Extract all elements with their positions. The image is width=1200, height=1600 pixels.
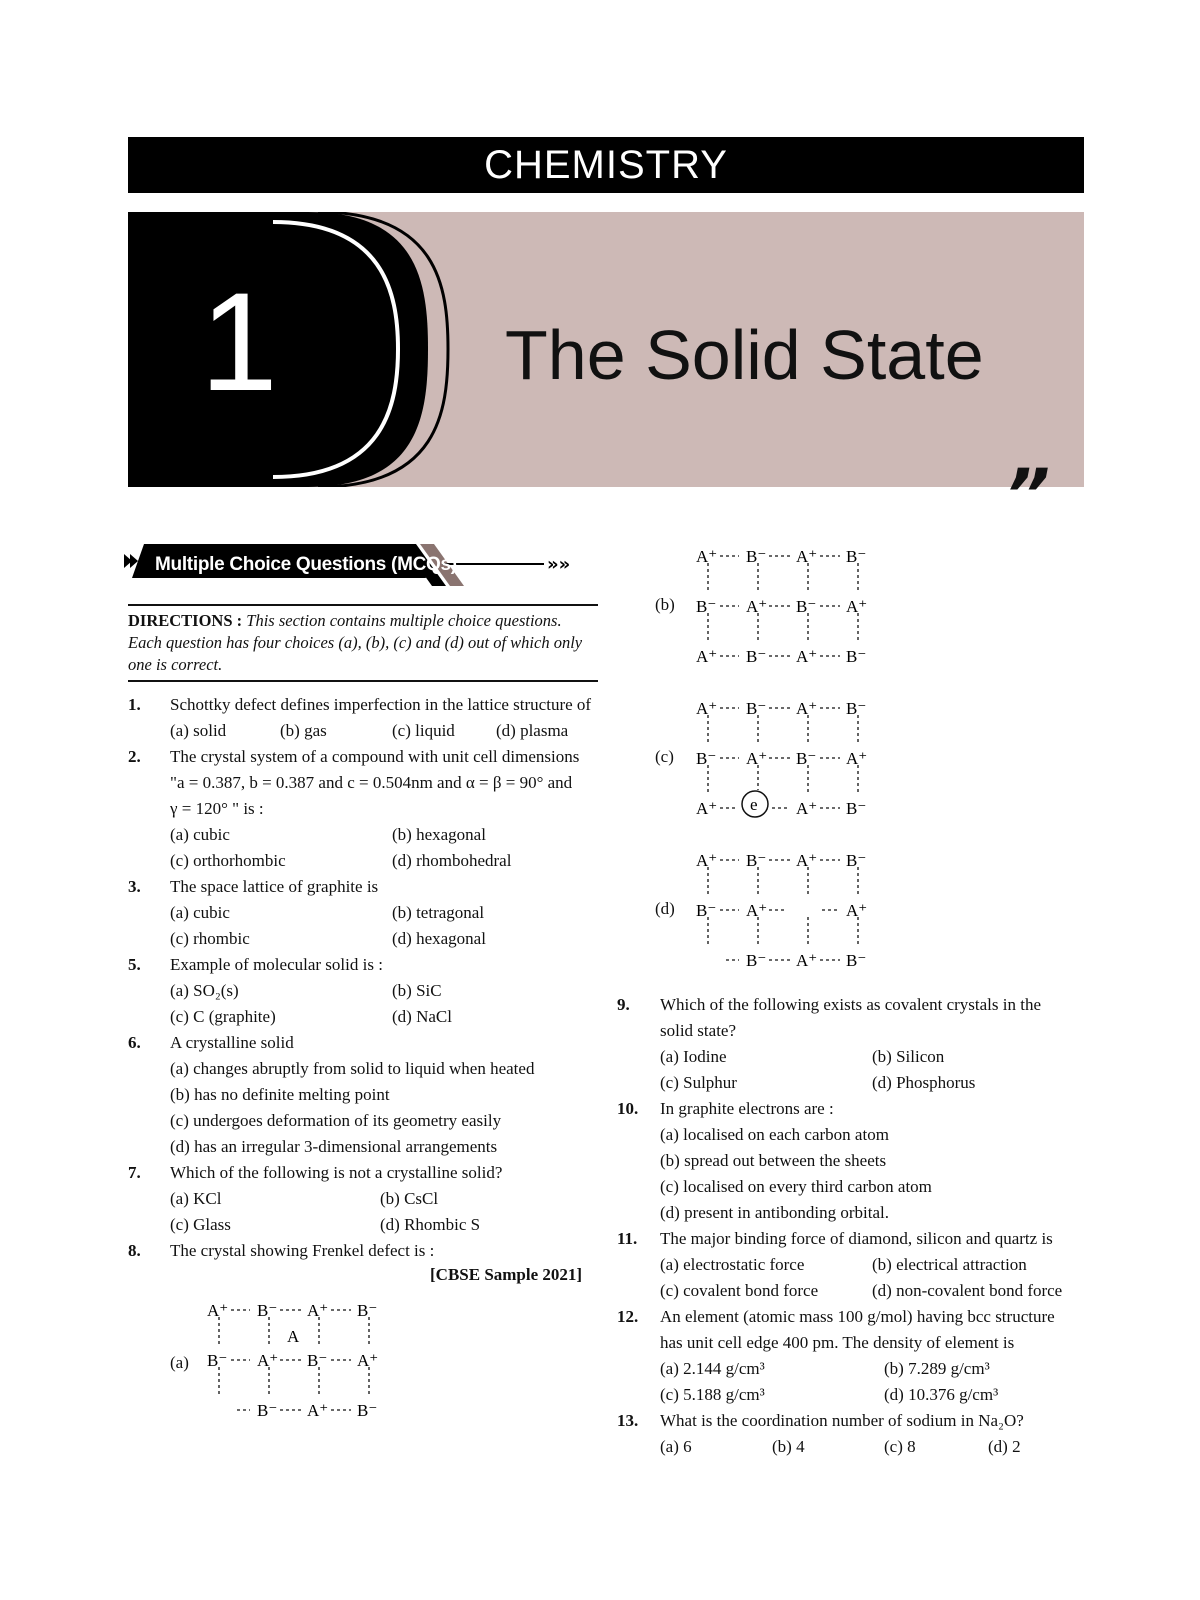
option: (a) solid	[170, 721, 227, 740]
question-number: 1.	[128, 695, 141, 714]
question-number: 12.	[617, 1307, 639, 1326]
question-text: "a = 0.387, b = 0.387 and c = 0.504nm and α = β = 90° and	[170, 773, 573, 792]
option: (d) NaCl	[392, 1007, 452, 1026]
cation-label: A⁺	[846, 901, 868, 920]
option: (b) has no definite melting point	[170, 1085, 390, 1104]
cation-label: A⁺	[746, 749, 768, 768]
divider	[128, 604, 598, 606]
question-text: solid state?	[660, 1021, 737, 1040]
interstitial-label: A	[287, 1327, 300, 1346]
anion-label: B⁻	[746, 547, 767, 566]
anion-label: B⁻	[796, 749, 817, 768]
cation-label: A⁺	[746, 901, 768, 920]
option: (d) Rhombic S	[380, 1215, 481, 1234]
option: (d) Phosphorus	[872, 1073, 976, 1092]
chapter-number: 1	[200, 263, 278, 420]
cation-label: A⁺	[257, 1351, 279, 1370]
option: (d) plasma	[496, 721, 569, 740]
anion-label: B⁻	[257, 1301, 278, 1320]
option: (b) spread out between the sheets	[660, 1151, 887, 1170]
svg-text:»»: »»	[547, 554, 571, 575]
anion-label: B⁻	[846, 699, 867, 718]
option: (c) C (graphite)	[170, 1007, 276, 1026]
option: (a) KCl	[170, 1189, 222, 1208]
question-text: What is the coordination number of sodium in Na₂O?	[660, 1411, 1024, 1430]
option: (a) Iodine	[660, 1047, 727, 1066]
cation-label: A⁺	[207, 1301, 229, 1320]
anion-label: B⁻	[746, 951, 767, 970]
option: (c) localised on every third carbon atom	[660, 1177, 932, 1196]
option: (c) Glass	[170, 1215, 231, 1234]
cation-label: A⁺	[796, 851, 818, 870]
question-number: 11.	[617, 1229, 638, 1248]
option-label: (b)	[655, 595, 675, 614]
source-tag: [CBSE Sample 2021]	[430, 1265, 583, 1284]
question-text: The crystal showing Frenkel defect is :	[170, 1241, 435, 1260]
option: (c) covalent bond force	[660, 1281, 819, 1300]
directions-text: This section contains multiple choice questions. Each question has four choices (a), (b), (c) and (d) out of which only one is correct.	[128, 611, 583, 674]
question-text: An element (atomic mass 100 g/mol) having bcc structure	[660, 1307, 1055, 1326]
anion-label: B⁻	[846, 647, 867, 666]
question-number: 13.	[617, 1411, 639, 1430]
option: (d) non-covalent bond force	[872, 1281, 1063, 1300]
question-text: A crystalline solid	[170, 1033, 294, 1052]
cation-label: A⁺	[357, 1351, 379, 1370]
question-text: Example of molecular solid is :	[170, 955, 383, 974]
option: (c) 8	[884, 1437, 916, 1456]
option: (b) 4	[772, 1437, 805, 1456]
divider	[128, 680, 598, 682]
lattice-diagram-b	[694, 538, 894, 678]
option: (a) cubic	[170, 825, 230, 844]
chapter-title: The Solid State	[505, 316, 984, 394]
anion-label: B⁻	[696, 749, 717, 768]
anion-label: B⁻	[357, 1401, 378, 1420]
option: (a) SO₂(s)	[170, 981, 239, 1000]
option: (a) localised on each carbon atom	[660, 1125, 889, 1144]
question-text: Which of the following exists as covalent crystals in the	[660, 995, 1041, 1014]
option: (d) 2	[988, 1437, 1021, 1456]
option: (b) electrical attraction	[872, 1255, 1027, 1274]
option: (a) 2.144 g/cm³	[660, 1359, 765, 1378]
question-text: γ = 120° " is :	[170, 799, 264, 818]
question-number: 5.	[128, 955, 141, 974]
question-number: 8.	[128, 1241, 141, 1260]
option: (d) has an irregular 3-dimensional arrangements	[170, 1137, 498, 1156]
option: (b) tetragonal	[392, 903, 485, 922]
question-number: 7.	[128, 1163, 141, 1182]
cation-label: A⁺	[307, 1301, 329, 1320]
question-text: Which of the following is not a crystalline solid?	[170, 1163, 503, 1182]
question-number: 2.	[128, 747, 141, 766]
cation-label: A⁺	[796, 951, 818, 970]
cation-label: A⁺	[696, 851, 718, 870]
option-label: (d)	[655, 899, 675, 918]
option-label: (a)	[170, 1353, 189, 1372]
cation-label: A⁺	[796, 699, 818, 718]
quote-mark-icon: ”	[1005, 454, 1051, 536]
question-text: The major binding force of diamond, silicon and quartz is	[660, 1229, 1053, 1248]
cation-label: A⁺	[796, 547, 818, 566]
cation-label: A⁺	[696, 547, 718, 566]
option: (b) gas	[280, 721, 327, 740]
question-text: In graphite electrons are :	[660, 1099, 834, 1118]
question-text: The space lattice of graphite is	[170, 877, 379, 896]
anion-label: B⁻	[207, 1351, 228, 1370]
option: (a) 6	[660, 1437, 692, 1456]
anion-label: B⁻	[746, 851, 767, 870]
lattice-diagram-d	[694, 842, 894, 982]
anion-label: B⁻	[746, 647, 767, 666]
option: (b) 7.289 g/cm³	[884, 1359, 990, 1378]
option: (d) present in antibonding orbital.	[660, 1203, 889, 1222]
directions-lead: DIRECTIONS :	[128, 611, 243, 630]
option: (c) orthorhombic	[170, 851, 286, 870]
question-number: 6.	[128, 1033, 141, 1052]
question-text: The crystal system of a compound with unit cell dimensions	[170, 747, 580, 766]
lattice-diagram-a	[205, 1292, 405, 1432]
question-text: Schottky defect defines imperfection in the lattice structure of	[170, 695, 592, 714]
anion-label: B⁻	[846, 851, 867, 870]
option: (c) 5.188 g/cm³	[660, 1385, 765, 1404]
cation-label: A⁺	[846, 597, 868, 616]
anion-label: B⁻	[696, 597, 717, 616]
option: (a) electrostatic force	[660, 1255, 805, 1274]
option: (d) rhombohedral	[392, 851, 512, 870]
cation-label: A⁺	[307, 1401, 329, 1420]
mcq-section-label: Multiple Choice Questions (MCQs)	[155, 554, 457, 575]
option: (b) hexagonal	[392, 825, 486, 844]
option: (b) Silicon	[872, 1047, 945, 1066]
question-number: 10.	[617, 1099, 639, 1118]
option: (a) changes abruptly from solid to liquid when heated	[170, 1059, 535, 1078]
option: (c) Sulphur	[660, 1073, 737, 1092]
lattice-diagram-c	[694, 690, 894, 830]
anion-label: B⁻	[357, 1301, 378, 1320]
anion-label: B⁻	[796, 597, 817, 616]
cation-label: A⁺	[696, 647, 718, 666]
cation-label: A⁺	[746, 597, 768, 616]
directions	[128, 610, 598, 676]
question-number: 3.	[128, 877, 141, 896]
electron-label: e	[750, 795, 758, 814]
option: (d) hexagonal	[392, 929, 486, 948]
option: (a) cubic	[170, 903, 230, 922]
anion-label: B⁻	[307, 1351, 328, 1370]
anion-label: B⁻	[696, 901, 717, 920]
anion-label: B⁻	[846, 799, 867, 818]
option: (b) CsCl	[380, 1189, 439, 1208]
anion-label: B⁻	[257, 1401, 278, 1420]
option: (c) undergoes deformation of its geometry easily	[170, 1111, 502, 1130]
subject-header: CHEMISTRY	[128, 137, 1084, 193]
cation-label: A⁺	[796, 799, 818, 818]
cation-label: A⁺	[696, 799, 718, 818]
option-label: (c)	[655, 747, 674, 766]
cation-label: A⁺	[846, 749, 868, 768]
option: (c) rhombic	[170, 929, 250, 948]
anion-label: B⁻	[846, 951, 867, 970]
option: (c) liquid	[392, 721, 455, 740]
question-text: has unit cell edge 400 pm. The density of element is	[660, 1333, 1015, 1352]
question-number: 9.	[617, 995, 630, 1014]
option: (d) 10.376 g/cm³	[884, 1385, 999, 1404]
anion-label: B⁻	[846, 547, 867, 566]
option: (b) SiC	[392, 981, 442, 1000]
cation-label: A⁺	[796, 647, 818, 666]
anion-label: B⁻	[746, 699, 767, 718]
cation-label: A⁺	[696, 699, 718, 718]
